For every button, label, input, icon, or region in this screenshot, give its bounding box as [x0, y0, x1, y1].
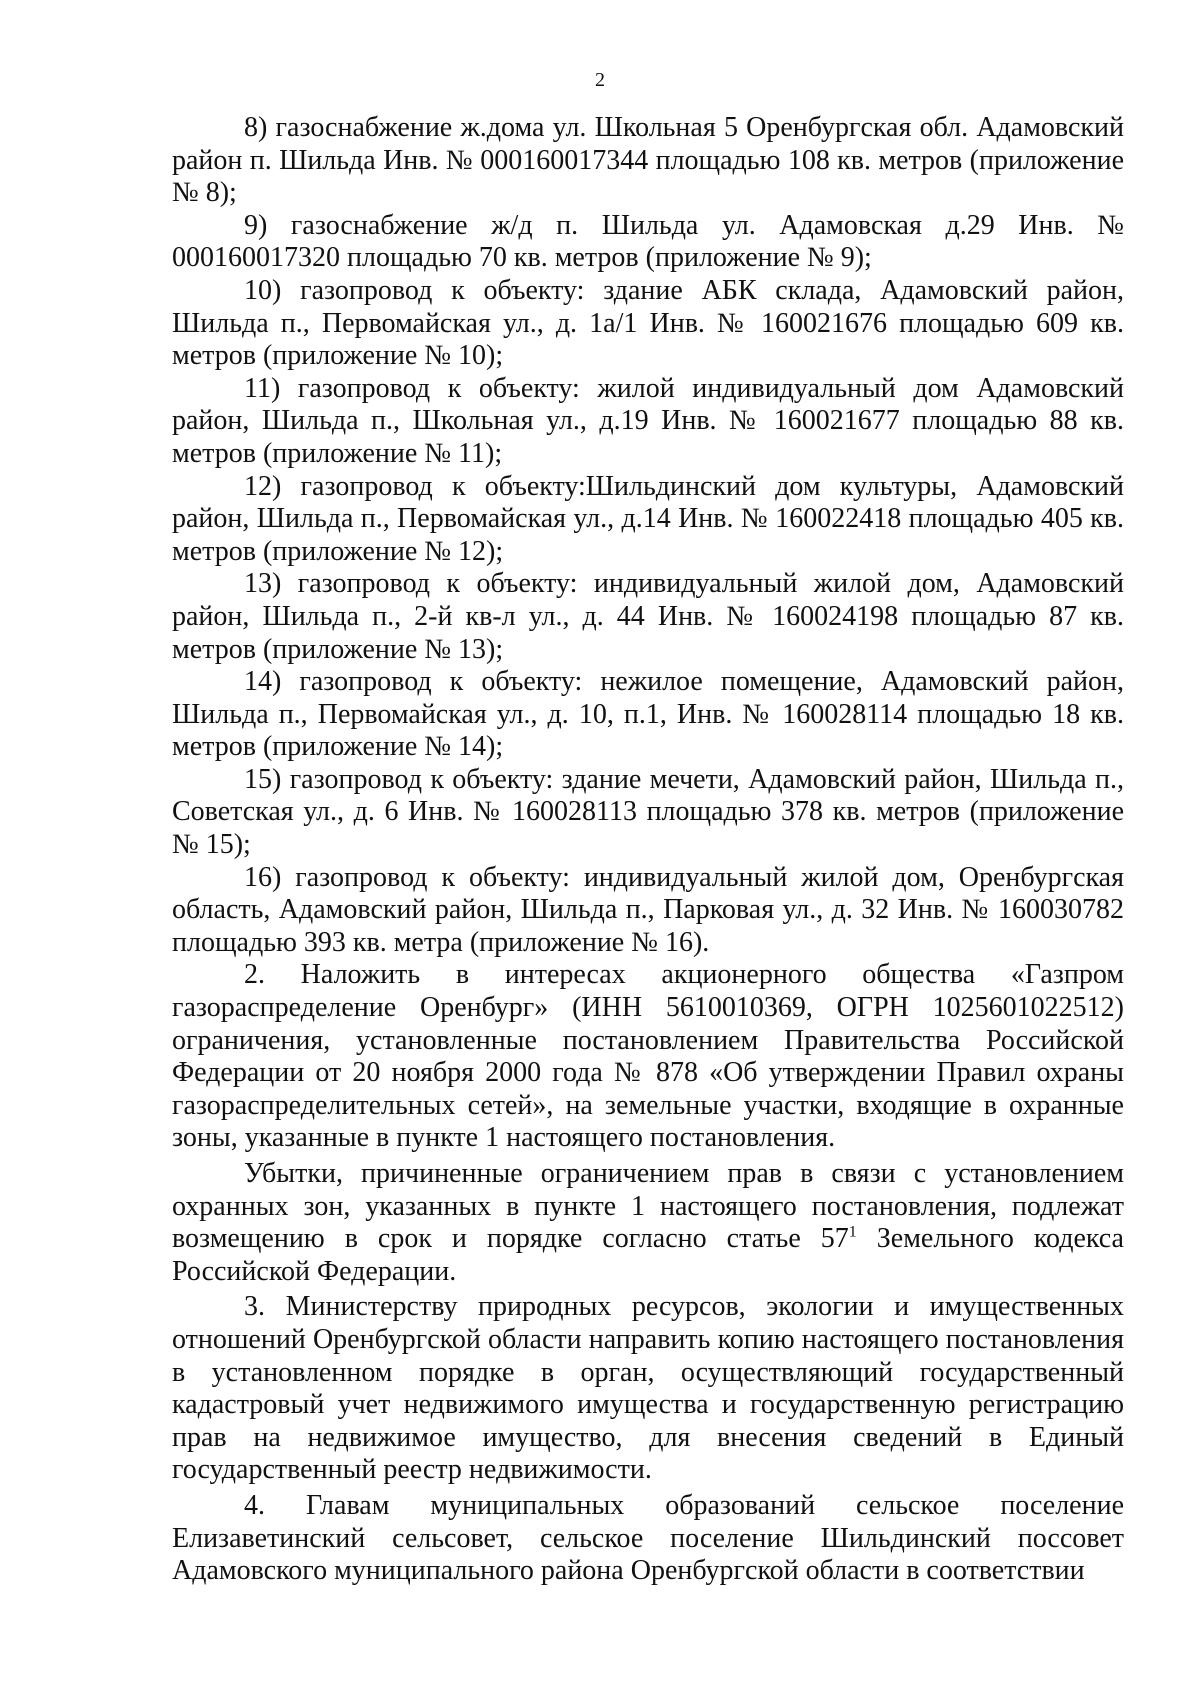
document-body: [172, 112, 1124, 1588]
paragraph-item-11: 11) газопровод к объекту: жилой индивидуальный дом Адамовский район, Шильда п., Школьная ул., д.19 Инв. № 160021677 площадью 88 кв. метров (приложение № 11);: [172, 372, 1124, 469]
losses-text: Убытки, причиненные ограничением прав в связи с установлением охранных зон, указанных в пункте 1 настоящего постановления, подлежат возмещению в срок и порядке согласно статье 57: [172, 1158, 1124, 1255]
paragraph-item-10: 10) газопровод к объекту: здание АБК склада, Адамовский район, Шильда п., Первомайская ул., д. 1а/1 Инв. № 160021676 площадью 609 кв. метров (приложение № 10);: [172, 274, 1124, 372]
paragraph-section-3: 3. Министерству природных ресурсов, экологии и имущественных отношений Оренбургской области направить копию настоящего постановления в установленном порядке в орган, осуществляющий государственный кадастровый учет недвижимого имущества и государственную регистрацию прав на недвижимое имущество, для внесения сведений в Единый государственный реестр недвижимости.: [172, 1291, 1124, 1486]
page-number: 2: [595, 69, 605, 91]
paragraph-section-2: 2. Наложить в интересах акционерного общества «Газпром газораспределение Оренбург» (ИНН 5610010369, ОГРН 1025601022512) ограничения, установленные постановлением Правительства Российской Федерации от 20 ноября 2000 года № 878 «Об утверждении Правил охраны газораспределительных сетей», на земельные участки, входящие в охранные зоны, указанные в пункте 1 настоящего постановления.: [172, 959, 1124, 1154]
paragraph-item-8: 8) газоснабжение ж.дома ул. Школьная 5 Оренбургская обл. Адамовский район п. Шильда Инв. № 000160017344 площадью 108 кв. метров (приложение № 8);: [172, 112, 1124, 209]
paragraph-item-9: 9) газоснабжение ж/д п. Шильда ул. Адамовская д.29 Инв. № 000160017320 площадью 70 кв. метров (приложение № 9);: [172, 209, 1124, 274]
paragraph-item-16: 16) газопровод к объекту: индивидуальный жилой дом, Оренбургская область, Адамовский район, Шильда п., Парковая ул., д. 32 Инв. № 160030782 площадью 393 кв. метра (приложение № 16).: [172, 861, 1124, 958]
paragraph-item-12: 12) газопровод к объекту:Шильдинский дом культуры, Адамовский район, Шильда п., Первомайская ул., д.14 Инв. № 160022418 площадью 405 кв. метров (приложение № 12);: [172, 470, 1124, 567]
paragraph-item-13: 13) газопровод к объекту: индивидуальный жилой дом, Адамовский район, Шильда п., 2-й кв-л ул., д. 44 Инв. № 160024198 площадью 87 кв. метров (приложение № 13);: [172, 568, 1124, 665]
paragraph-item-14: 14) газопровод к объекту: нежилое помещение, Адамовский район, Шильда п., Первомайская ул., д. 10, п.1, Инв. № 160028114 площадью 18 кв. метров (приложение № 14);: [172, 666, 1124, 763]
paragraph-item-15: 15) газопровод к объекту: здание мечети, Адамовский район, Шильда п., Советская ул., д. 6 Инв. № 160028113 площадью 378 кв. метров (приложение № 15);: [172, 763, 1124, 861]
article-superscript: 1: [848, 1223, 857, 1241]
paragraph-losses: [172, 1158, 1124, 1288]
losses-text-end: Земельного кодекса Российской Федерации.: [172, 1223, 1124, 1287]
paragraph-section-4: 4. Главам муниципальных образований сельское поселение Елизаветинский сельсовет, сельское поселение Шильдинский поссовет Адамовского муниципального района Оренбургской области в соответствии: [172, 1489, 1124, 1587]
